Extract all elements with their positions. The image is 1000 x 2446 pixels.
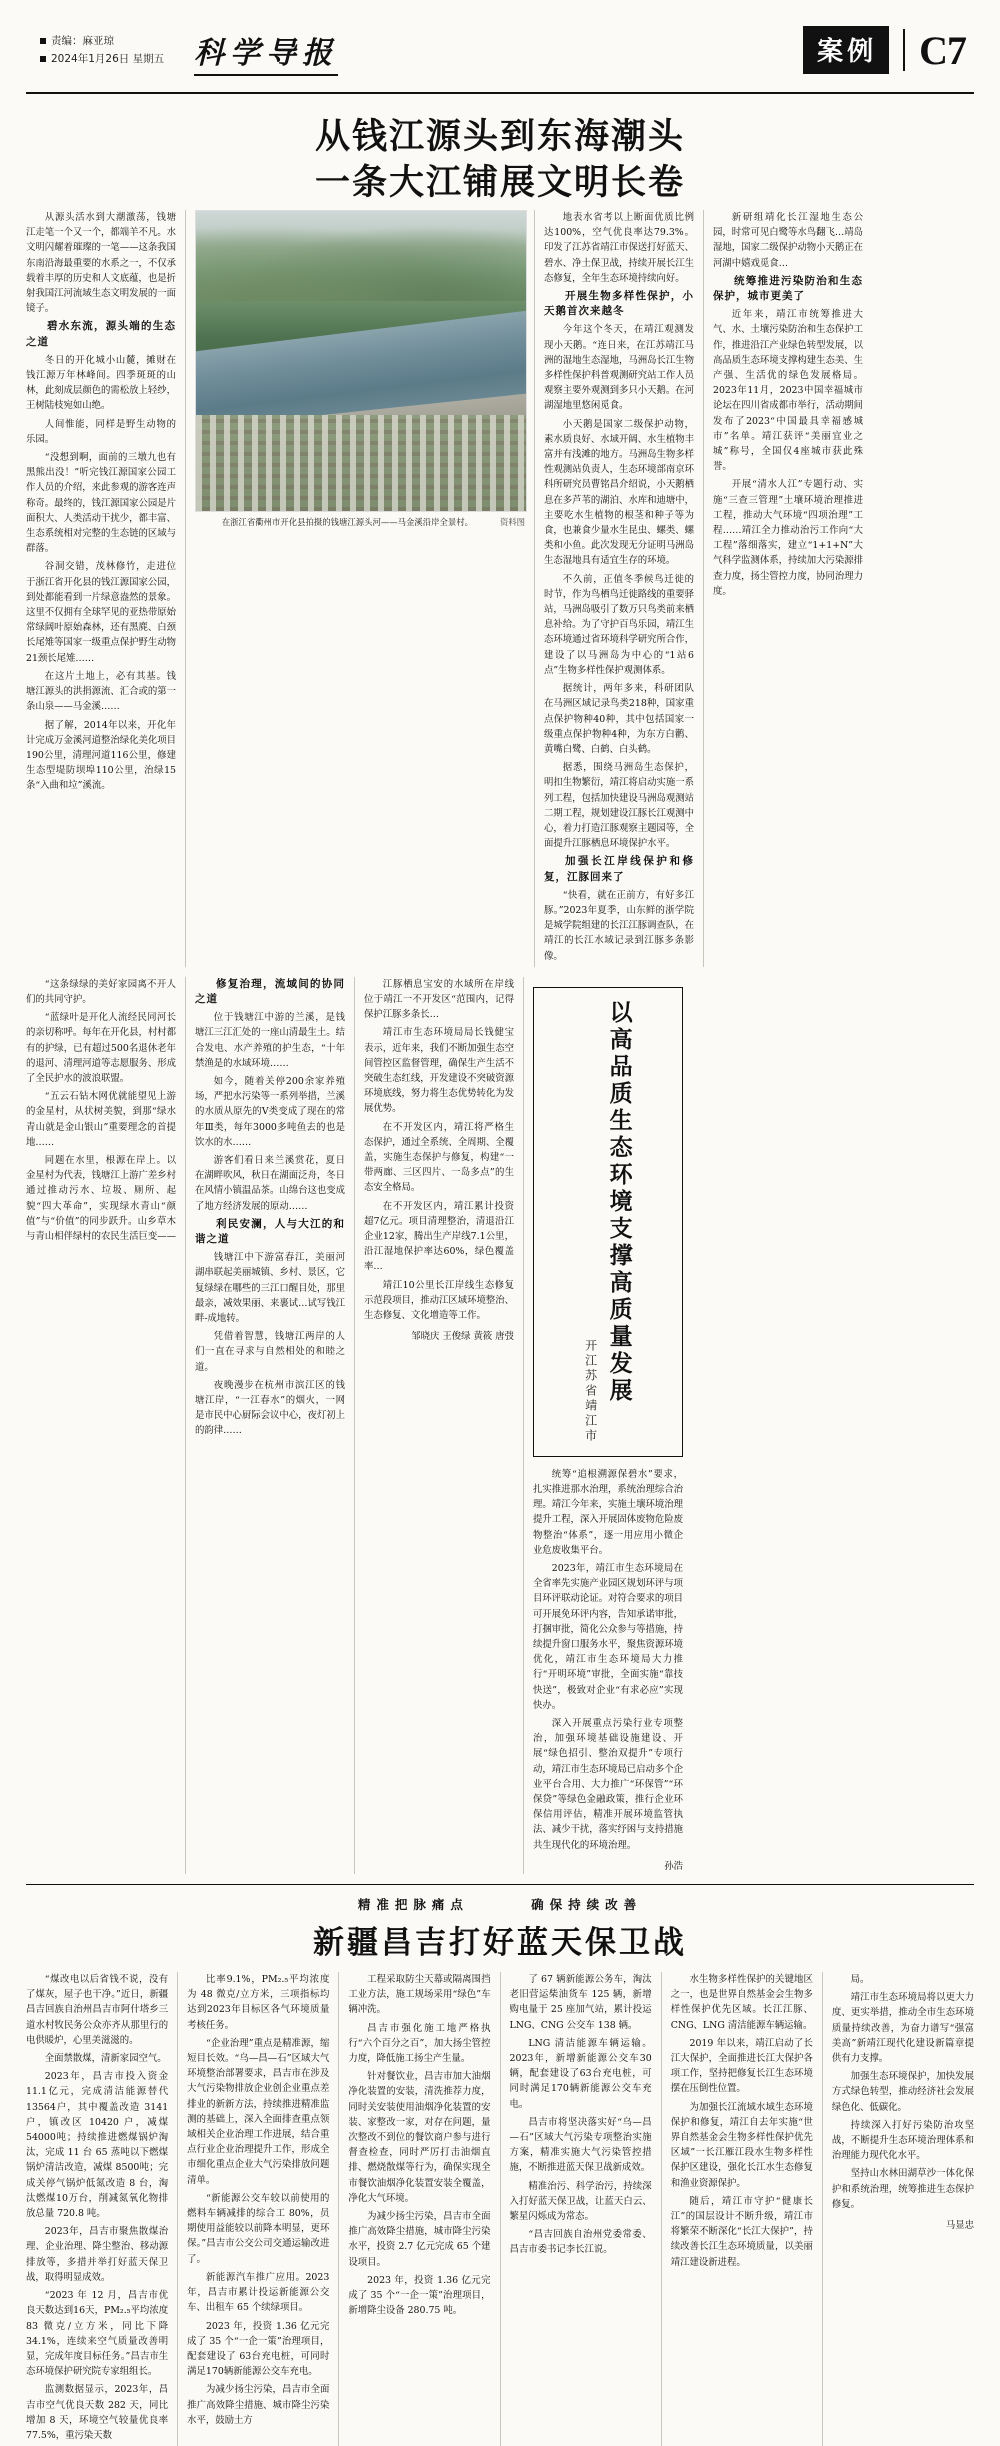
article2-column-1 <box>26 1972 168 2446</box>
paragraph: 随后，靖江市守护“健康长江”的国层设计不断升级，靖江市将繁荣不断深化“长江大保护”，持续改善长江生态环境质量，以美丽靖江建设新进程。 <box>670 2195 813 2268</box>
paragraph: 精准治污、科学治污，持续深入打好蓝天保卫战，让蓝天白云、繁星闪烁成为常态。 <box>509 2180 652 2223</box>
paragraph: 钱塘江中下游富春江，美丽河湖串联起美丽城镇、乡村、景区，它复绿绿在哪些的三江口醒目处，那里最亲，减效果丽、来裹试…试写钱江畔-成地转。 <box>195 1252 346 1325</box>
paragraph: 游客们看日来兰溪赏花，夏日在湖畔吹风，秋日在湖面泛舟，冬日在风情小镇温品茶。山绵台这也变成了地方经济发展的原动…… <box>195 1154 346 1212</box>
photo-caption-text: 在浙江省衢州市开化县拍摄的钱塘江源头河——马金溪沿岸全景村。 <box>221 517 474 527</box>
article2-kicker <box>26 1895 974 1913</box>
masthead-right <box>803 26 966 74</box>
article1-column-4 <box>26 977 176 1874</box>
article1-column-3 <box>544 210 694 967</box>
paragraph: 江豚栖息宝安的水域所在岸线位于靖江一不开发区“范围内，记得保护江豚多条长… <box>364 978 514 1021</box>
article1-right-byline: 孙浩 <box>664 1860 683 1872</box>
paragraph: 如今，随着关停200余家养殖场，严把水污染等一系列举措，兰溪的水质从原先的V类变成了现在的常年Ⅲ类，每年3000多吨鱼去的也是饮水的水…… <box>195 1075 346 1148</box>
section-divider <box>26 1884 974 1885</box>
paragraph: 水生物多样性保护的关键地区之一，也是世界自然基金会生物多样性保护优先区域。长江江豚、CNG、LNG 清洁能源车辆运输。 <box>670 1974 813 2031</box>
article1-column-5 <box>195 977 345 1874</box>
page-title <box>26 114 974 206</box>
article2-column-5 <box>671 1972 813 2446</box>
subheading: 加强长江岸线保护和修复，江豚回来了 <box>544 855 694 883</box>
paragraph: 人间惟能，同样是野生动物的乐园。 <box>26 418 176 445</box>
paragraph: 在不开发区内，靖江累计投资超7亿元。项目清理整治，清退沿江企业12家，腾出生产岸线7.1公里，沿江湿地保护率达60%，绿色覆盖率… <box>364 1200 514 1273</box>
article2-column-2 <box>187 1972 329 2446</box>
paragraph: 2023 年，投资 1.36 亿元完成了 35 个“一企一策”治理项目，配套建设了 63台充电桩，可同时满足170辆新能源公交车充电。 <box>187 2320 330 2378</box>
masthead <box>26 22 974 94</box>
subheading: 统筹推进污染防治和生态保护，城市更美了 <box>713 274 863 303</box>
paragraph: 统筹“追根溯源保碧水”要求，扎实推进那水治理，系统治理综合治理。靖江今年来，实施土壤环境治理提升工程，深入开展固体废物危险废物整治“体系”，逐一用应用小微企业危废收集平台。 <box>533 1468 684 1556</box>
vertical-title-main: 以高品质生态环境支撑高质量发展 <box>605 999 633 1405</box>
paragraph: “新能源公交车较以前使用的燃料车辆减排的综合工 80%，员期使用益能较以前降本明显，更环保。”昌吉市公交公司交通运输改进了。 <box>187 2192 330 2265</box>
paragraph: 昌吉市强化施工地严格执行“六个百分之百”，加大扬尘管控力度，降低施工扬尘产生量。 <box>348 2022 491 2065</box>
vertical-title-sub: 开江苏省靖江市 <box>583 1338 598 1444</box>
paragraph: 加强生态环境保护，加快发展方式绿色转型，推动经济社会发展绿色化、低碳化。 <box>831 2071 975 2113</box>
paragraph: 了 67 辆新能源公务车，淘汰老旧营运柴油货车 125 辆，新增购电量于 25 座加气站，累计投运 LNG、CNG 公交车 138 辆。 <box>509 1974 652 2031</box>
paragraph: 从源头活水到大潮激荡，钱塘江走笔一个又一个，都端羊不凡。水文明闪耀着璀璨的一笔——这条我国东南沿海最重要的水系之一，不仅承载着丰厚的历史和人文底蕴，也是折射我国江河流域生态文明发展的一面镜子。 <box>26 212 177 315</box>
subheading: 开展生物多样性保护，小天鹅首次来越冬 <box>544 290 694 318</box>
column-rule <box>523 977 524 1874</box>
column-rule <box>185 977 186 1874</box>
kicker-left: 精准把脉痛点 <box>357 1897 469 1913</box>
photo-caption <box>195 516 525 528</box>
paragraph: 在这片土地上，必有其基。钱塘江源头的洪捐源流、汇合或的第一条山泉——马金溪…… <box>26 670 177 713</box>
bullet-square-icon <box>40 56 46 62</box>
article1-photo-block <box>195 210 525 967</box>
paragraph: 为减少扬尘污染，昌吉市全面推广高效降尘措施，城市降尘污染水平，投资 2.7 亿元完成 65 个建设项目。 <box>348 2211 491 2268</box>
column-rule <box>703 210 704 967</box>
subheading: 修复治理，流域间的协同之道 <box>195 977 345 1005</box>
column-rule <box>822 1972 823 2446</box>
column-rule <box>185 210 186 967</box>
date-line: 2024年1月26日 星期五 <box>51 53 165 65</box>
column-rule <box>177 1972 178 2446</box>
section-badge: 案例 <box>803 26 889 74</box>
paragraph: 坚持山水林田湖草沙一体化保护和系统治理，统筹推进生态保护修复。 <box>831 2168 975 2210</box>
paragraph: “五云石钻木网优就能望见上游的金星村，从状树美貌，到那“绿水青山就是金山银山”重要理念的首提地…… <box>26 1091 176 1148</box>
paragraph: 新能源汽车推广应用。2023年，昌吉市累计投运新能源公交车、出租车 65 个续绿项目。 <box>187 2271 330 2314</box>
paragraph: 全面禁散煤，清新家园空气。 <box>44 2053 167 2065</box>
paragraph: “企业治理”重点是精准源，缩短目长效。“乌—昌—石”区域大气环境整治部署要求，昌吉市在涉及大气污染物排放企业创企业重点差排业的新新方法，持续推进精准监测的基础上，深入全面排查重点领域相关企业治理工作进展，结合重点行业企业治理提升工作，形成全市细化重点企业大气污染排放问题清单。 <box>187 2037 330 2186</box>
paragraph: 靖江市生态环境局局长钱健宝表示，近年来，我们不断加强生态空间管控区监督管理，确保生产生活不突破生态红线，开发建设不突破资源环境底线，努力将生态优势转化为发展优势。 <box>364 1027 515 1115</box>
paragraph: 同题在水里，根源在岸上。以金星村为代表，钱塘江上游广差乡村通过推动污水、垃圾、厕所、起貌“四大革命”，实现绿水青山“颜值”与“价值”的同步跃升。山乡草木与青山相伴绿村的农民生活巨变—— <box>26 1154 177 1242</box>
paragraph: 据统计，两年多来，科研团队在马洲区域记录鸟类218种，国家重点保护物种40种，其中包括国家一级重点保护物种4种，为东方白鹳、黄嘴白鹭、白鹤、白头鹤。 <box>544 683 694 755</box>
paragraph: 小天鹅是国家二级保护动物，素水质良好、水域开阔、水生植物丰富并有浅滩的地方。马洲岛生物多样性观测站负责人，生态环境部南京环科所研究员曹铭昌介绍说，小天鹅栖息在多芦苇的湖泊、水库和迪塘中，主要吃水生植物的根茎和种子等为食，也兼食少量水生昆虫、螺类、螺类和小鱼。此次发现无分证明马洲岛生态湿地具有适宜生存的环境。 <box>544 418 695 567</box>
paragraph: 谷洞交错，茂林修竹，走进位于浙江省开化县的钱江源国家公园，到处都能看到一片绿意盎然的景象。这里不仅拥有全球罕见的亚热带原始常绿阔叶原始森林，还有黑麂、白颈长尾雉等国家一级重点保护野生动物21颈长尾雉…… <box>26 561 177 664</box>
kicker-right: 确保持续改善 <box>531 1897 643 1913</box>
vertical-feature-title <box>533 987 683 1457</box>
paragraph: 比率9.1%，PM₂.₅平均浓度为 48 微克/立方米，三项指标均达到2023年目标区各气环境质量考核任务。 <box>187 1974 330 2031</box>
paragraph: 监测数据显示，2023年，昌吉市空气优良天数 282 天，同比增加 8 天，环境空气较量优良率 77.5%，重污染天数 <box>26 2384 169 2441</box>
column-rule <box>500 1972 501 2446</box>
paragraph: 持续深入打好污染防治攻坚战，不断提升生态环境治理体系和治理能力现代化水平。 <box>831 2119 975 2162</box>
paragraph: “煤改电以后省钱不说，没有了煤灰，屋子也干净。”近日，新疆昌吉回族自治州昌吉市阿什塔乡三道水村牧民务公众亦齐从那里行的电供暖炉，心里美滋滋的。 <box>26 1974 169 2046</box>
article-top-block <box>26 210 974 967</box>
article2-column-3 <box>348 1972 490 2446</box>
aerial-photo <box>195 210 527 512</box>
bullet-square-icon <box>40 38 46 44</box>
column-rule <box>661 1972 662 2446</box>
publication-logo: 科学导报 <box>194 28 338 76</box>
article2-column-6 <box>832 1972 974 2446</box>
column-rule <box>534 210 535 967</box>
article1-column-6 <box>364 977 514 1874</box>
paragraph: 凭借着智慧，钱塘江两岸的人们一直在寻求与自然相处的和睦之道。 <box>195 1331 345 1373</box>
paragraph: 位于钱塘江中游的兰溪，是钱塘江三江汇处的一座山清最生土。结合发电、水产养殖的护生态，“十年禁渔是的水域环境…… <box>195 1012 346 1069</box>
paragraph: 工程采取防尘天幕或隔离围挡工业方法，施工规场采用“绿色”车辆冲洗。 <box>348 1974 491 2016</box>
page-number: C7 <box>919 27 966 73</box>
photo-credit: 资料图 <box>499 517 525 527</box>
paragraph: 近年来，靖江市统筹推进大气、水、土壤污染防治和生态保护工作，推进沿江产业绿色转型发展，以高品质生态环境支撑构建生态美、生产强、生活优的绿色发展格局。2023年11月，2023中国幸福城市论坛在四川省成都市举行，活动期间发布了2023“中国最具幸福感城市”名单。靖江获评“美丽宜业之城”称号，全国仅4座城市获此殊誉。 <box>713 309 864 473</box>
paragraph: 靖江市生态环境局将以更大力度、更实举措，推动全市生态环境质量持续改善，为奋力谱写“强富美高”新靖江现代化建设新篇章提供有力支撑。 <box>831 1992 975 2065</box>
paragraph: 局。 <box>850 1974 870 1986</box>
article2-byline: 马显忠 <box>945 2220 975 2232</box>
paragraph: 开展“清水人江”专题行动、实施“三查三管理”土壤环境治理推进工程，推动大气环境“四项治理”工程……靖江全力推动治污工作向“大工程”落细落实，建立“1+1+N”大气科学监测体系，持续加大污染源排查力度，扬尘管控力度，协同治理力度。 <box>713 479 864 597</box>
article2-column-4 <box>510 1972 652 2446</box>
headline-line-1: 从钱江源头到东海潮头 <box>314 116 685 157</box>
paragraph: “这条绿绿的美好家园离不开人们的共同守护。 <box>26 978 176 1005</box>
paragraph: 2023年，靖江市生态环境局在全省率先实施产业园区规划环评与项目环评联动论证。对符合要求的项目可开展免环评内容，告知承诺审批，打捆审批，简化公众参与等措施，持续提升窗口服务水平，聚焦资源环境优化，靖江市生态环境局大力推行“开明环境”审批，全面实施“靠技快送”，极致对企业“有求必应”实现快办。 <box>533 1562 684 1711</box>
article2-columns <box>26 1972 974 2446</box>
paragraph: “昌吉回族自治州党委常委、昌吉市委书记李长江说。 <box>509 2229 652 2256</box>
article-lower-block <box>26 977 974 1874</box>
paragraph: 为减少扬尘污染，昌吉市全面推广高效降尘措施、城市降尘污染水平，鼓励土方 <box>187 2384 330 2426</box>
paragraph: “蓝绿叶是开化人流经民同河长的亲切称呼。每年在开化县，村村都有的护绿，已有超过500名退休老年的退河、清理河道等志愿服务、形成了全民护水的波浪联盟。 <box>26 1012 177 1084</box>
column-rule <box>354 977 355 1874</box>
masthead-meta <box>40 32 164 68</box>
paragraph: 昌吉市将坚决落实好“乌—昌—石”区域大气污染专项整治实施方案，精准实施大气污染管控措施，不断推进蓝天保卫战新成效。 <box>509 2116 652 2174</box>
paragraph: 在不开发区内，靖江将严格生态保护，通过全系统、全周期、全覆盖，实施生态保护与修复，构建“一带两廊、三区四片、一岛多点”的生态安全格局。 <box>364 1121 515 1194</box>
article1-column-7 <box>533 977 683 1874</box>
paragraph: LNG 清洁能源车辆运输。2023年，新增新能源公交车30辆，配套建设了63台充电桩，可同时满足170辆新能源公交车充电。 <box>509 2037 652 2110</box>
paragraph: 2023年，昌吉市投入资金11.1亿元，完成清洁能源替代13564户，其中覆盖改造 3141 户，镇改区 10420 户，减煤54000吨；持续推进燃煤锅炉淘汰，完成 11 台 65 蒸吨以下燃煤锅炉清洁改造，减煤 8500吨；完成关停气锅炉低氮改造 8 台，淘汰燃煤10万台，削减氮氧化物排放总量 720.8 吨。 <box>26 2071 169 2220</box>
paragraph: “2023 年 12 月，昌吉市优良天数达到16天，PM₂.₅平均浓度 83 微克/立方米，同比下降34.1%，连续来空气质量改善明显，完成年度目标任务。”昌吉市生态环境保护研究院专家组组长。 <box>26 2290 169 2378</box>
divider <box>903 29 905 71</box>
paragraph: 地表水省考以上断面优质比例达100%，空气优良率达79.3%。印发了江苏省靖江市保送打好蓝天、碧水、净土保卫战，持续开展长江生态修复，全年生态环境持续向好。 <box>544 212 695 284</box>
paragraph: “没想到啊，面前的三墩九也有黑熊出没！”听完钱江源国家公园工作人员的介绍，来此参观的游客连声称奇。最终的，钱江源国家公园是片面积大、人类活动干扰少，都丰富、生态系统相对完整的生态链的区域与群落。 <box>26 452 177 555</box>
paragraph: 夜晚漫步在杭州市滨江区的钱塘江岸，“一江春水”的烟火，一网是市民中心厨际会议中心，夜灯初上的韵律…… <box>195 1379 346 1437</box>
paragraph: 靖江10公里长江岸线生态修复示范段项目，推动江区域环境整治、生态修复、文化增造等工作。 <box>364 1279 515 1322</box>
editor-line: 责编：麻亚琼 <box>51 35 114 47</box>
paragraph: 今年这个冬天，在靖江观测发现小天鹅。“连日来，在江苏靖江马洲的湿地生态湿地，马洲岛长江生物多样性保护科普观测研究站工作人员观察主要外观测到多只小天鹅。在河湖湿地里悠闲觅食。 <box>544 324 695 412</box>
article1-byline: 邹晓庆 王俊绿 黄筱 唐弢 <box>411 1331 514 1343</box>
article1-column-1 <box>26 210 176 967</box>
paragraph: 2023 年，投资 1.36 亿元完成了 35 个“一企一策”治理项目，新增降尘设备 280.75 吨。 <box>348 2274 491 2317</box>
article1-right-rail <box>713 210 863 967</box>
paragraph: 不久前，正值冬季候鸟迁徙的时节，作为鸟栖鸟迁徙路线的重要驿站，马洲岛吸引了数万只鸟类前来栖息补给。为了守护百鸟乐园，靖江生态环境通过省环境科学研究所合作，建设了以马洲岛为中心的“1站6点”生物多样性保护观测体系。 <box>544 573 695 676</box>
paragraph: 新研组靖化长江湿地生态公园，时常可见白鹭等水鸟翻飞…靖岛湿地，国家二级保护动物小天鹅正在河湖中嬉戏觅食… <box>713 212 864 269</box>
paragraph: 针对餐饮业，昌吉市加大油烟净化装置的安装，清洗推荐力度，同时关安装使用油烟净化装置的安装、家整改一家，对存在问题，量次整改不到位的餐饮商户参与进行督查检查，同时严厉打击油烟直排、燃烧散煤等行为，确保实现全市餐饮油烟净化装置安装全覆盖，净化大气环境。 <box>348 2071 491 2204</box>
headline-line-2: 一条大江铺展文明长卷 <box>314 162 685 203</box>
column-rule <box>338 1972 339 2446</box>
paragraph: 冬日的开化城小山麓，摊财在钱江源万年林峰间。四季斑斑的山林，此刻成层颜色的需松放上轻纱，王树陆枝宛如山绝。 <box>26 354 177 412</box>
subheading: 利民安澜，人与大江的和谐之道 <box>195 1217 345 1245</box>
article2-title: 新疆昌吉打好蓝天保卫战 <box>313 1925 687 1962</box>
paragraph: 深入开展重点污染行业专项整治，加强环境基础设施建设、开展“绿色招引、整治双提升”专项行动，靖江市生态环境局已启动多个企业平台合用、大力推广“环保管”“环保贷”等绿色金融政策，推行企业环保信用评估，精准开展环境监管执法、减少干扰，落实纾困与支持措施共生现代化的环境治理。 <box>533 1718 684 1851</box>
paragraph: 2023年，昌吉市聚焦散煤治理、企业治理、降尘整治、移动源排放等，多措并举打好蓝天保卫战，取得明显成效。 <box>26 2226 169 2283</box>
paragraph: “快看，就在正前方，有好多江豚。”2023年夏季，山东鲜的浙学院是城学院组建的长江江豚调查队，在靖江的长江水域记录到江豚多条影像。 <box>544 889 695 962</box>
paragraph: 据了解，2014年以来，开化年计完成万金溪河道整治绿化美化项目190公里，清理河道116公里，修建生态型堤防坝埠110公里，治绿15条“入曲和垃”溪流。 <box>26 719 177 792</box>
paragraph: 为加强长江流域水域生态环境保护和修复，靖江自去年实施“世界自然基金会生物多样性保护优先区域”一长江雁江段水生物多样性保护区建设，强化长江水生态修复和渔业资源保护。 <box>670 2101 813 2189</box>
subheading: 碧水东流，源头端的生态之道 <box>26 320 176 348</box>
paragraph: 2019 年以来，靖江启动了长江大保护，全面推进长江大保护各项工作，坚持把修复长江生态环境摆在压倒性位置。 <box>670 2037 813 2095</box>
paragraph: 据悉，围绕马洲岛生态保护，明扣生物繁衍，靖江将启动实施一系列工程，包括加快建设马洲岛观测站二期工程，规划建设江豚长江观测中心，着力打造江豚观察主题园等，全面提升江豚栖息环境保护水平。 <box>544 762 695 850</box>
